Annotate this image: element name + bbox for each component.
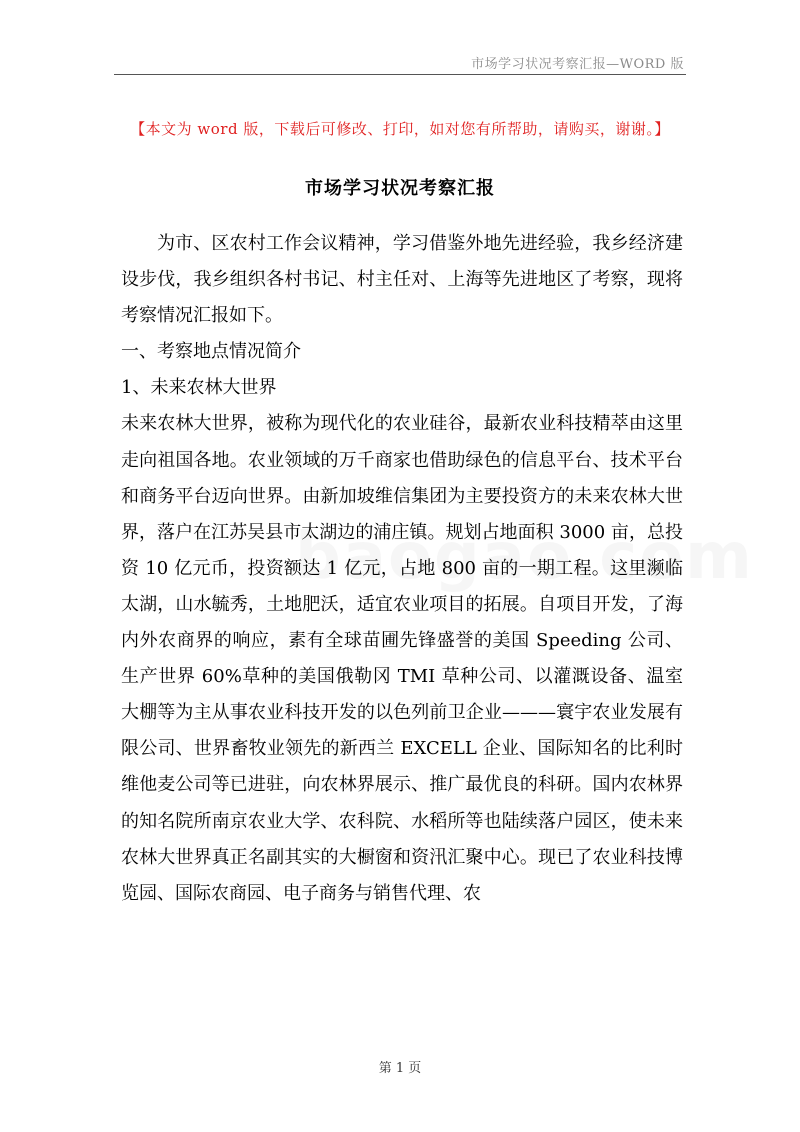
section-heading: 一、考察地点情况简介 xyxy=(121,341,301,363)
page-number: 第 1 页 xyxy=(378,1061,422,1076)
subsection-heading: 1、未来农林大世界 xyxy=(121,377,277,399)
intro-paragraph: 为市、区农村工作会议精神，学习借鉴外地先进经验，我乡经济建设步伐，我乡组织各村书记、村主任对、上海等先进地区了考察，现将考察情况汇报如下。 xyxy=(121,233,683,327)
header-divider xyxy=(114,74,686,75)
download-notice: 【本文为 word 版，下载后可修改、打印，如对您有所帮助，请购买，谢谢。】 xyxy=(130,120,670,138)
running-header: 市场学习状况考察汇报—WORD 版 xyxy=(471,57,684,72)
document-body xyxy=(121,226,683,912)
document-title: 市场学习状况考察汇报 xyxy=(305,178,495,199)
body-paragraph: 未来农林大世界，被称为现代化的农业硅谷，最新农业科技精萃由这里走向祖国各地。农业领域的万千商家也借助绿色的信息平台、技术平台和商务平台迈向世界。由新加坡维信集团为主要投资方的未来农林大世界，落户在江苏吴县市太湖边的浦庄镇。规划占地面积 3000 亩，总投资 10 亿元币，投资额达 1 亿元，占地 800 亩的一期工程。这里濒临太湖，山水毓秀，土地肥沃，适宜农业项目的拓展。自项目开发，了海内外农商界的响应，素有全球苗圃先锋盛誉的美国 Speeding 公司、生产世界 60%草种的美国俄勒冈 TMI 草种公司、以灌溉设备、温室大棚等为主从事农业科技开发的以色列前卫企业———寰宇农业发展有限公司、世界畜牧业领先的新西兰 EXCELL 企业、国际知名的比利时维他麦公司等已进驻，向农林界展示、推广最优良的科研。国内农林界的知名院所南京农业大学、农科院、水稻所等也陆续落户园区，使未来农林大世界真正名副其实的大橱窗和资汛汇聚中心。现已了农业科技博览园、国际农商园、电子商务与销售代理、农 xyxy=(121,413,683,904)
